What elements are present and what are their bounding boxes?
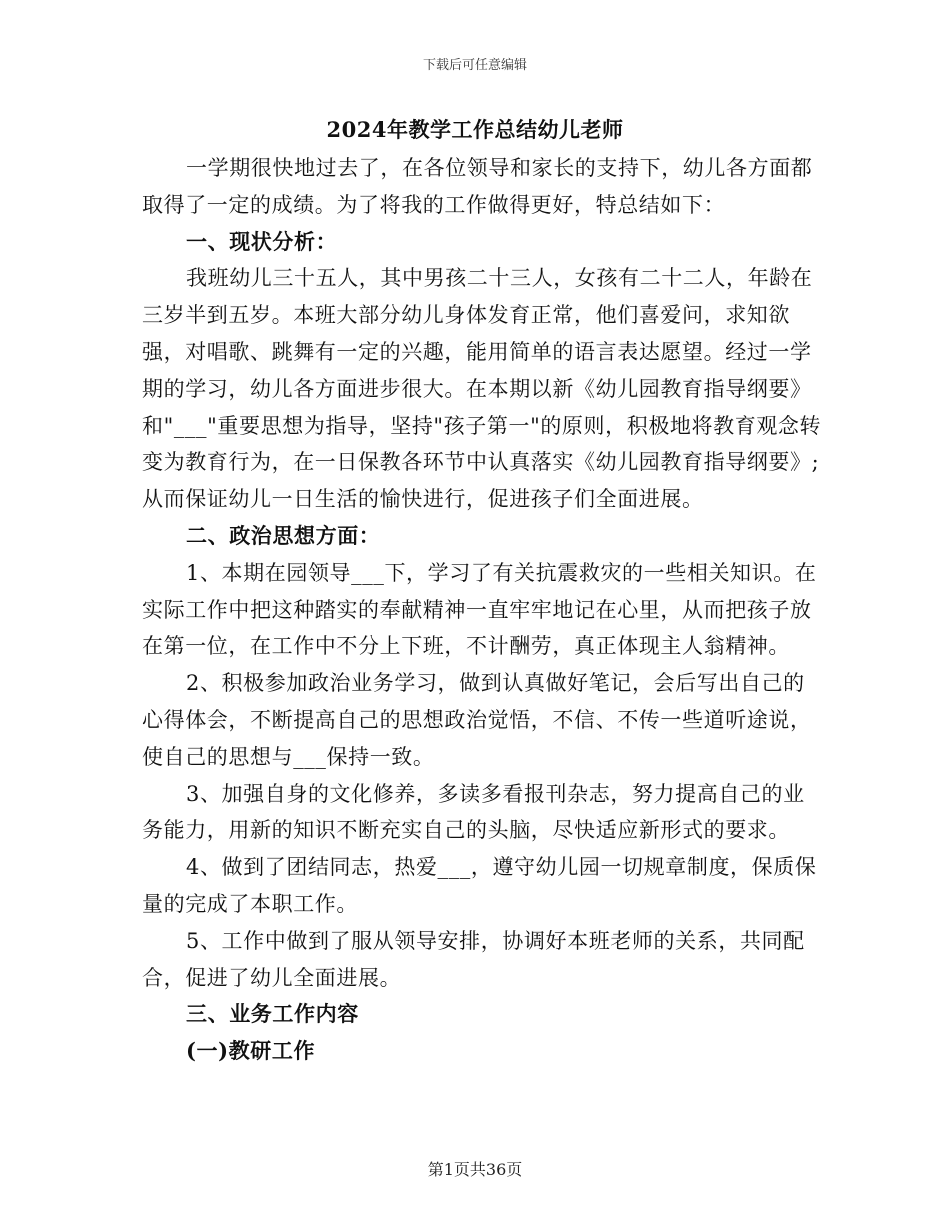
- subsection-heading-1: (一)教研工作: [186, 1038, 316, 1064]
- political-item-5: 5、工作中做到了服从领导安排，协调好本班老师的关系，共同配合，促进了幼儿全面进展。: [142, 928, 805, 990]
- intro-paragraph: 一学期很快地过去了，在各位领导和家长的支持下，幼儿各方面都取得了一定的成绩。为了将我的工作做得更好，特总结如下：: [142, 156, 813, 217]
- section-heading-1: 一、现状分析：: [186, 228, 338, 254]
- section-heading-3: 三、业务工作内容: [186, 1001, 359, 1027]
- status-analysis-paragraph: 我班幼儿三十五人，其中男孩二十三人，女孩有二十二人，年龄在三岁半到五岁。本班大部分幼儿身体发育正常，他们喜爱问，求知欲强，对唱歌、跳舞有一定的兴趣，能用简单的语言表达愿望。经过一学期的学习，幼儿各方面进步很大。在本期以新《幼儿园教育指导纲要》和"___"重要思想为指导，坚持"孩子第一"的原则，积极地将教育观念转变为教育行为，在一日保教各环节中认真落实《幼儿园教育指导纲要》;从而保证幼儿一日生活的愉快进行，促进孩子们全面进展。: [142, 266, 822, 512]
- section-heading-2: 二、政治思想方面：: [186, 522, 381, 548]
- document-body: [142, 150, 822, 1070]
- header-note: 下载后可任意编辑: [422, 58, 527, 73]
- page-footer: 第1页共36页: [427, 1160, 523, 1179]
- political-item-4: 4、做到了团结同志，热爱___，遵守幼儿园一切规章制度，保质保量的完成了本职工作。: [142, 855, 817, 916]
- political-item-2: 2、积极参加政治业务学习，做到认真做好笔记，会后写出自己的心得体会，不断提高自己的思想政治觉悟，不信、不传一些道听途说，使自己的思想与___保持一致。: [142, 671, 812, 769]
- political-item-3: 3、加强自身的文化修养，多读多看报刊杂志，努力提高自己的业务能力，用新的知识不断充实自己的头脑，尽快适应新形式的要求。: [142, 781, 805, 843]
- political-item-1: 1、本期在园领导___下，学习了有关抗震救灾的一些相关知识。在实际工作中把这种踏实的奉献精神一直牢牢地记在心里，从而把孩子放在第一位，在工作中不分上下班，不计酬劳，真正体现主人翁精神。: [142, 560, 817, 659]
- document-title: 2024年教学工作总结幼儿老师: [326, 117, 624, 142]
